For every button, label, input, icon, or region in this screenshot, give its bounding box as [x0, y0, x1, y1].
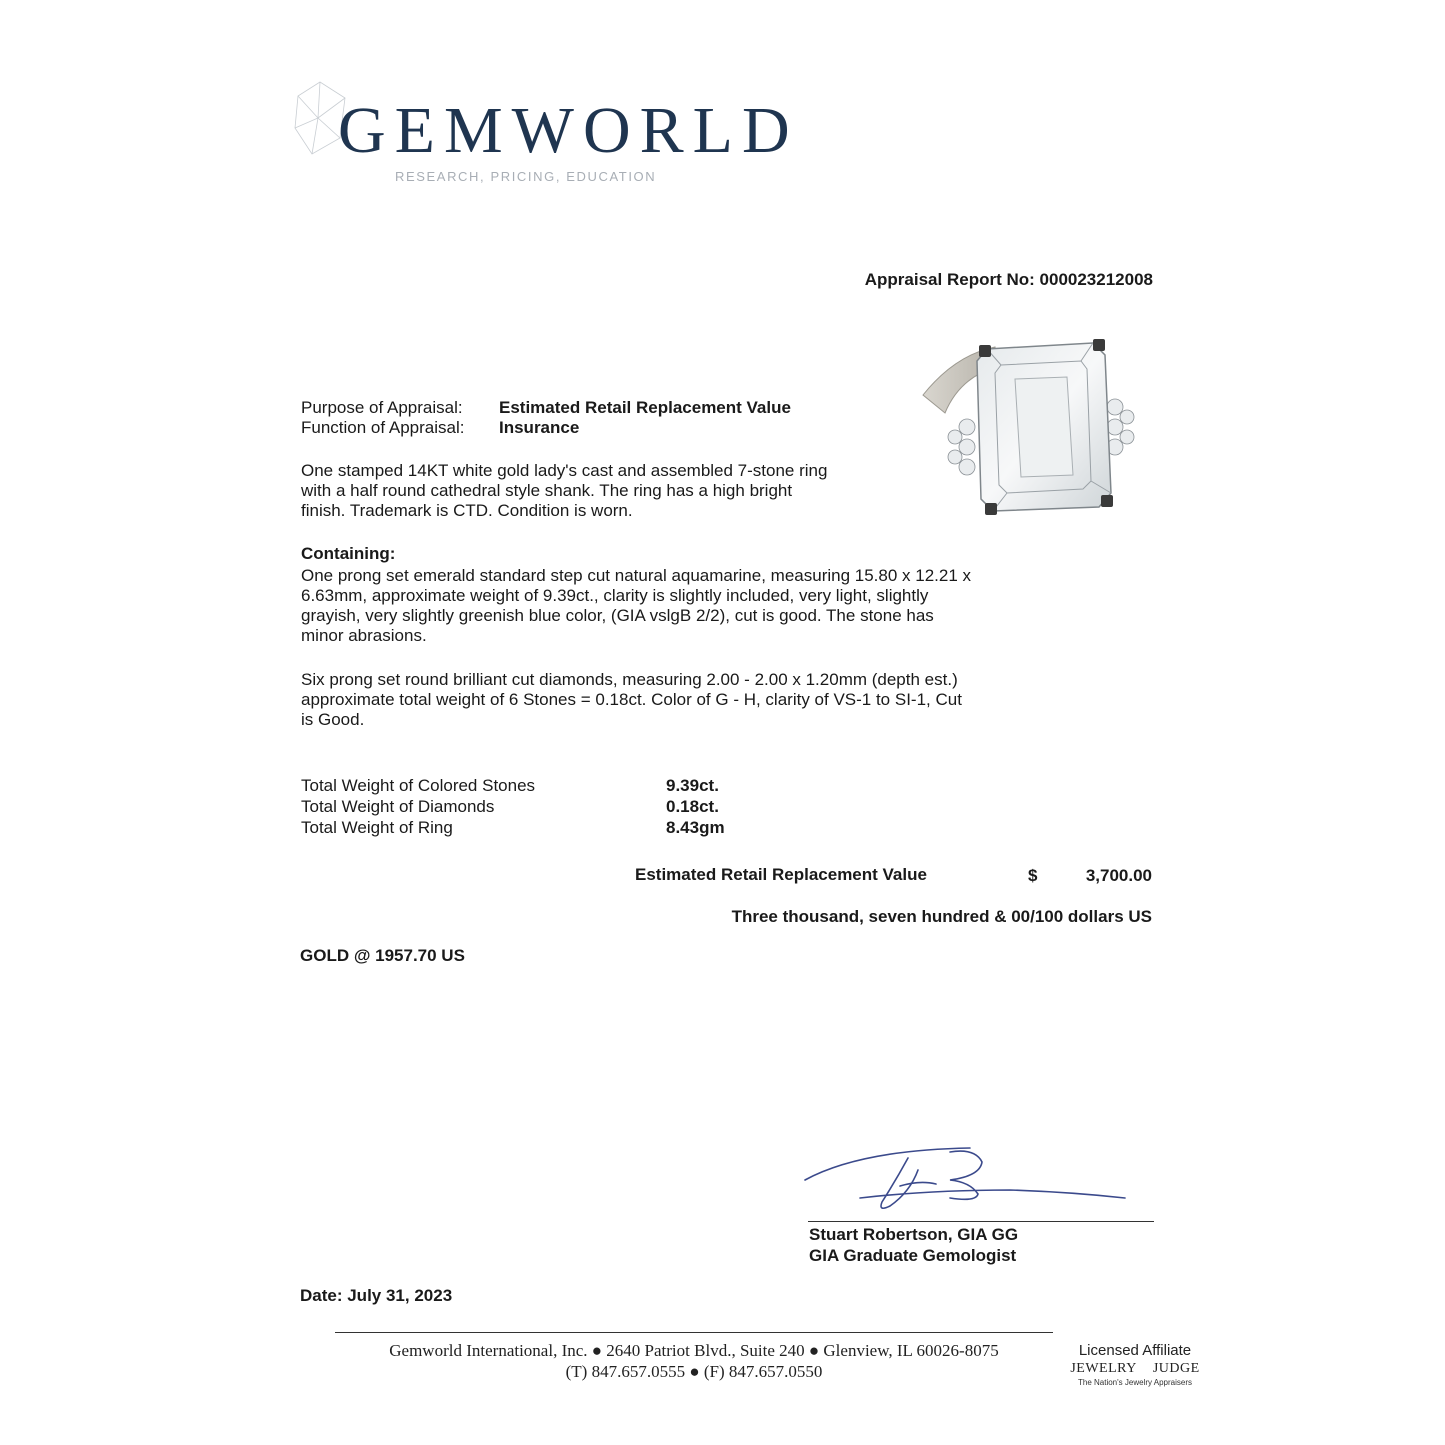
purpose-value: Estimated Retail Replacement Value	[499, 398, 791, 417]
totals-label: Total Weight of Colored Stones	[301, 776, 536, 795]
totals-label: Total Weight of Ring	[301, 818, 453, 837]
totals-value: 8.43gm	[666, 818, 725, 837]
company-address	[335, 1340, 1053, 1382]
signature-line	[808, 1221, 1154, 1222]
logo-tagline: RESEARCH, PRICING, EDUCATION	[395, 169, 657, 184]
purpose-row	[301, 398, 791, 418]
totals-value: 9.39ct.	[666, 776, 719, 795]
totals-row	[301, 775, 725, 796]
value-label: Estimated Retail Replacement Value	[635, 865, 927, 884]
report-number	[865, 270, 1153, 290]
appraisal-date: Date: July 31, 2023	[300, 1286, 453, 1305]
function-value: Insurance	[499, 418, 580, 437]
function-row	[301, 418, 579, 438]
totals-label: Total Weight of Diamonds	[301, 797, 495, 816]
value-in-words: Three thousand, seven hundred & 00/100 dollars US	[731, 907, 1152, 926]
footer-divider	[335, 1332, 1053, 1333]
gemworld-logo	[290, 78, 799, 193]
description-line: approximate total weight of 6 Stones = 0.18ct. Color of G - H, clarity of VS-1 to SI-1, Cut	[301, 690, 962, 709]
description-line: One stamped 14KT white gold lady's cast and assembled 7-stone ring	[301, 461, 828, 480]
affiliate-tagline: The Nation's Jewelry Appraisers	[1077, 1378, 1193, 1387]
affiliate-label: Licensed Affiliate	[1078, 1342, 1192, 1359]
report-number-label: Appraisal Report No:	[864, 270, 1035, 289]
description-line: 6.63mm, approximate weight of 9.39ct., clarity is slightly included, very light, slightly	[301, 586, 929, 605]
totals-row	[301, 817, 725, 838]
ring-description	[301, 461, 921, 521]
function-label: Function of Appraisal:	[301, 418, 465, 437]
totals-value: 0.18ct.	[666, 797, 719, 816]
description-line: with a half round cathedral style shank. The ring has a high bright	[301, 481, 793, 500]
value-amount: 3,700.00	[1085, 866, 1152, 885]
footer-address-line: Gemworld International, Inc. ● 2640 Patriot Blvd., Suite 240 ● Glenview, IL 60026-8075	[389, 1341, 999, 1360]
affiliate-brand-right: JUDGE	[1152, 1361, 1200, 1376]
affiliate-block	[1065, 1341, 1205, 1388]
signature-image	[800, 1140, 1130, 1220]
value-currency: $	[1028, 866, 1038, 885]
description-line: finish. Trademark is CTD. Condition is worn.	[301, 501, 633, 520]
signer-title: GIA Graduate Gemologist	[809, 1246, 1017, 1265]
report-number-value: 000023212008	[1039, 270, 1153, 289]
totals-row	[301, 796, 725, 817]
footer-phone-line: (T) 847.657.0555 ● (F) 847.657.0550	[565, 1362, 823, 1381]
aquamarine-description	[301, 566, 1041, 646]
jewelry-judge-logo	[1065, 1360, 1205, 1377]
containing-heading: Containing:	[301, 544, 396, 563]
ring-photo	[915, 335, 1155, 520]
description-line: One prong set emerald standard step cut natural aquamarine, measuring 15.80 x 12.21 x	[301, 566, 972, 585]
diamonds-description	[301, 670, 1041, 730]
logo-wordmark: GEMWORLD	[338, 94, 799, 167]
description-line: grayish, very slightly greenish blue color, (GIA vslgB 2/2), cut is good. The stone has	[301, 606, 934, 625]
description-line: Six prong set round brilliant cut diamonds, measuring 2.00 - 2.00 x 1.20mm (depth est.)	[301, 670, 958, 689]
gold-price: GOLD @ 1957.70 US	[300, 946, 465, 965]
affiliate-brand-left: JEWELRY	[1070, 1361, 1137, 1376]
description-line: minor abrasions.	[301, 626, 427, 645]
totals-table	[301, 775, 725, 838]
description-line: is Good.	[301, 710, 365, 729]
signer-name: Stuart Robertson, GIA GG	[809, 1225, 1019, 1244]
purpose-label: Purpose of Appraisal:	[301, 398, 463, 417]
